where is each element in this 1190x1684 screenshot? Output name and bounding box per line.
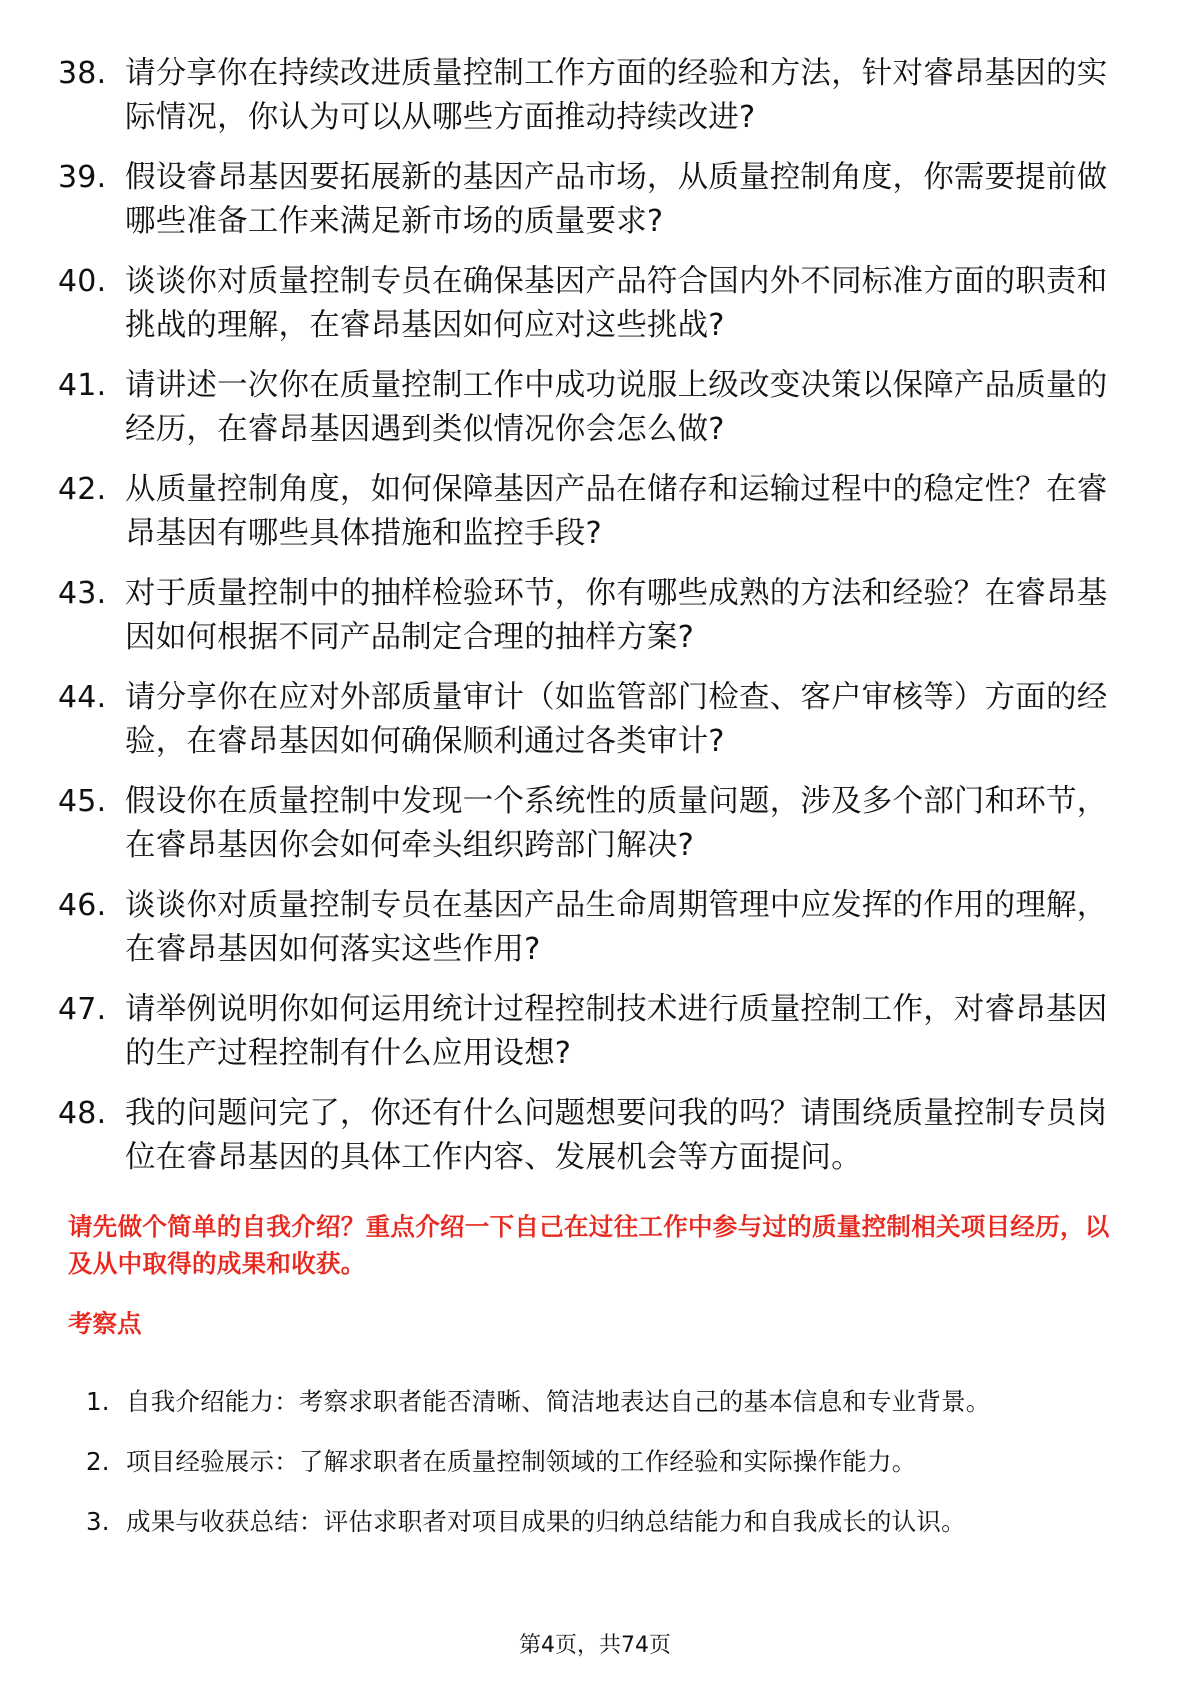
point-number: 2.: [86, 1447, 110, 1476]
question-number: 46.: [58, 888, 107, 923]
question-number: 42.: [58, 472, 107, 507]
question-item: [58, 780, 1108, 868]
assessment-points-list: [86, 1372, 1106, 1552]
question-number: 40.: [58, 264, 107, 299]
question-number: 47.: [58, 992, 107, 1027]
question-item: [58, 572, 1108, 660]
question-item: [58, 468, 1108, 556]
question-text: 假设你在质量控制中发现一个系统性的质量问题，涉及多个部门和环节，在睿昂基因你会如何牵头组织跨部门解决?: [125, 784, 1108, 863]
question-number: 38.: [58, 56, 107, 91]
question-text: 请分享你在应对外部质量审计（如监管部门检查、客户审核等）方面的经验，在睿昂基因如何确保顺利通过各类审计?: [125, 680, 1108, 759]
assessment-point: [86, 1432, 1106, 1492]
question-item: [58, 156, 1108, 244]
point-text: 项目经验展示：了解求职者在质量控制领域的工作经验和实际操作能力。: [126, 1447, 917, 1476]
question-number: 45.: [58, 784, 107, 819]
question-list: [58, 52, 1108, 1196]
section-title: 考察点: [68, 1309, 142, 1338]
question-number: 41.: [58, 368, 107, 403]
question-item: [58, 676, 1108, 764]
highlighted-question: 请先做个简单的自我介绍？重点介绍一下自己在过往工作中参与过的质量控制相关项目经历，以及从中取得的成果和收获。: [68, 1212, 1110, 1278]
assessment-point: [86, 1492, 1106, 1552]
question-text: 请讲述一次你在质量控制工作中成功说服上级改变决策以保障产品质量的经历，在睿昂基因遇到类似情况你会怎么做?: [125, 368, 1108, 447]
page-footer: 第4页，共74页: [519, 1633, 671, 1658]
question-number: 43.: [58, 576, 107, 611]
point-text: 成果与收获总结：评估求职者对项目成果的归纳总结能力和自我成长的认识。: [126, 1507, 966, 1536]
question-item: [58, 52, 1108, 140]
question-text: 请举例说明你如何运用统计过程控制技术进行质量控制工作，对睿昂基因的生产过程控制有什么应用设想?: [125, 992, 1108, 1071]
question-text: 谈谈你对质量控制专员在确保基因产品符合国内外不同标准方面的职责和挑战的理解，在睿昂基因如何应对这些挑战?: [125, 264, 1108, 343]
question-text: 从质量控制角度，如何保障基因产品在储存和运输过程中的稳定性？在睿昂基因有哪些具体措施和监控手段?: [125, 472, 1108, 551]
question-text: 对于质量控制中的抽样检验环节，你有哪些成熟的方法和经验？在睿昂基因如何根据不同产品制定合理的抽样方案?: [125, 576, 1108, 655]
point-number: 3.: [86, 1507, 110, 1536]
question-text: 假设睿昂基因要拓展新的基因产品市场，从质量控制角度，你需要提前做哪些准备工作来满足新市场的质量要求?: [125, 160, 1108, 239]
point-text: 自我介绍能力：考察求职者能否清晰、简洁地表达自己的基本信息和专业背景。: [126, 1387, 991, 1416]
question-item: [58, 1092, 1108, 1180]
question-number: 39.: [58, 160, 107, 195]
question-text: 谈谈你对质量控制专员在基因产品生命周期管理中应发挥的作用的理解，在睿昂基因如何落实这些作用?: [125, 888, 1108, 967]
assessment-point: [86, 1372, 1106, 1432]
question-text: 请分享你在持续改进质量控制工作方面的经验和方法，针对睿昂基因的实际情况，你认为可以从哪些方面推动持续改进?: [125, 56, 1108, 135]
question-item: [58, 884, 1108, 972]
question-number: 44.: [58, 680, 107, 715]
question-item: [58, 988, 1108, 1076]
question-item: [58, 260, 1108, 348]
point-number: 1.: [86, 1387, 110, 1416]
question-item: [58, 364, 1108, 452]
question-text: 我的问题问完了，你还有什么问题想要问我的吗？请围绕质量控制专员岗位在睿昂基因的具体工作内容、发展机会等方面提问。: [125, 1096, 1108, 1175]
question-number: 48.: [58, 1096, 107, 1131]
